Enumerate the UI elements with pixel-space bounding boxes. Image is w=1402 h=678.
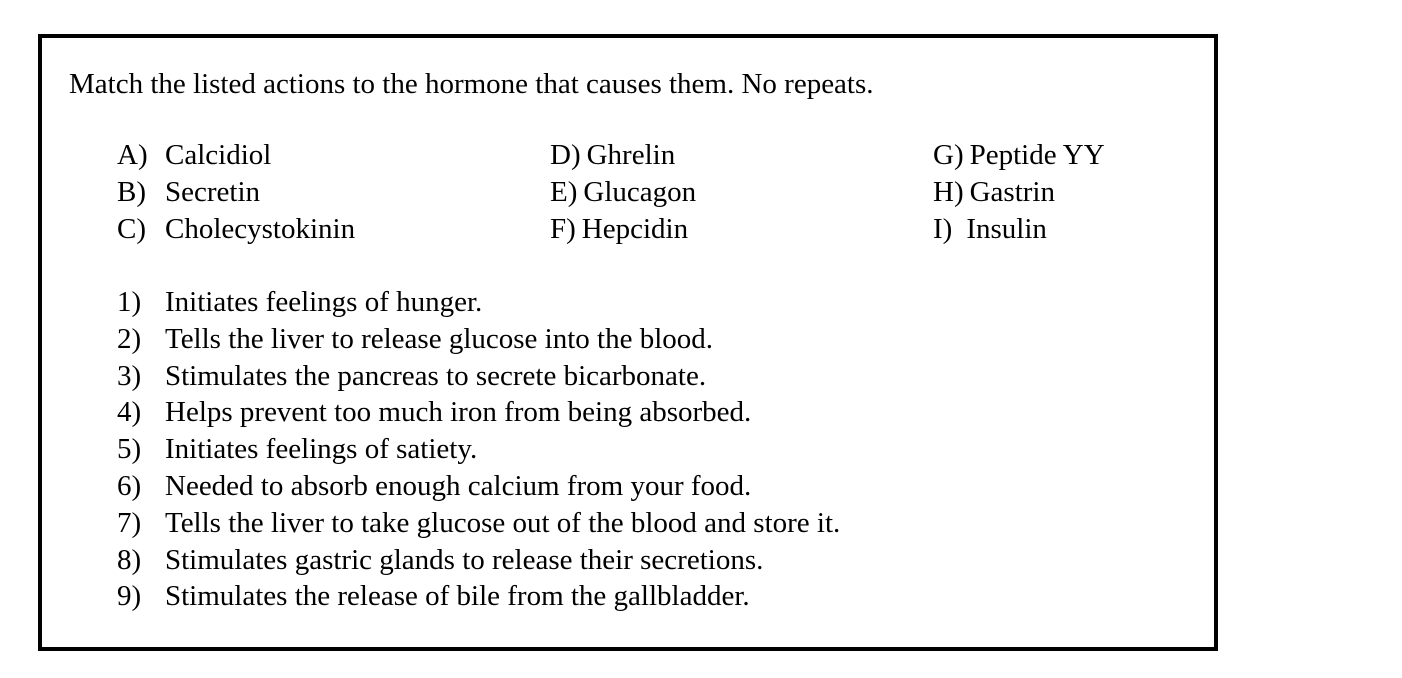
statement-text: Stimulates the pancreas to secrete bicarbonate. bbox=[165, 359, 707, 392]
option-name: Insulin bbox=[966, 213, 1047, 245]
option-name: Hepcidin bbox=[581, 213, 689, 245]
statement-text: Tells the liver to take glucose out of the blood and store it. bbox=[165, 506, 841, 539]
statement-item bbox=[117, 284, 840, 321]
statement-text: Initiates feelings of satiety. bbox=[165, 433, 478, 466]
statement-number: 2) bbox=[117, 322, 142, 355]
option-i bbox=[933, 211, 1105, 248]
statement-number: 3) bbox=[117, 359, 142, 392]
statement-text: Tells the liver to release glucose into the blood. bbox=[165, 322, 714, 355]
option-letter: A) bbox=[117, 139, 148, 171]
option-name: Peptide YY bbox=[969, 139, 1105, 171]
option-letter: G) bbox=[933, 139, 964, 171]
option-letter: C) bbox=[117, 213, 146, 245]
statement-number: 5) bbox=[117, 433, 142, 466]
option-c bbox=[117, 211, 355, 248]
option-letter: D) bbox=[550, 139, 581, 171]
question-frame bbox=[38, 34, 1218, 651]
statement-item bbox=[117, 358, 840, 395]
statement-text: Stimulates gastric glands to release their secretions. bbox=[165, 543, 764, 576]
options-column-1 bbox=[117, 137, 355, 248]
option-letter: I) bbox=[933, 213, 953, 245]
option-letter: F) bbox=[550, 213, 576, 245]
option-f bbox=[550, 211, 696, 248]
options-column-3 bbox=[933, 137, 1105, 248]
statement-text: Initiates feelings of hunger. bbox=[165, 286, 483, 318]
option-name: Cholecystokinin bbox=[165, 213, 356, 245]
option-e bbox=[550, 174, 696, 211]
statement-item bbox=[117, 578, 840, 615]
option-name: Calcidiol bbox=[165, 139, 272, 171]
statement-number: 4) bbox=[117, 396, 142, 429]
statement-number: 8) bbox=[117, 543, 142, 576]
statement-number: 6) bbox=[117, 469, 142, 502]
option-h bbox=[933, 174, 1105, 211]
statement-item bbox=[117, 321, 840, 358]
statement-number: 7) bbox=[117, 506, 142, 539]
statement-number: 9) bbox=[117, 580, 142, 613]
statement-text: Stimulates the release of bile from the gallbladder. bbox=[165, 580, 750, 613]
option-a bbox=[117, 137, 355, 174]
statement-item bbox=[117, 394, 840, 431]
option-name: Secretin bbox=[165, 176, 261, 208]
option-letter: E) bbox=[550, 176, 578, 208]
option-name: Glucagon bbox=[583, 176, 697, 208]
statement-item bbox=[117, 542, 840, 579]
option-letter: B) bbox=[117, 176, 146, 208]
statement-item bbox=[117, 468, 840, 505]
statement-text: Needed to absorb enough calcium from your food. bbox=[165, 469, 752, 502]
option-name: Gastrin bbox=[969, 176, 1055, 208]
options-column-2 bbox=[550, 137, 696, 248]
option-g bbox=[933, 137, 1105, 174]
option-letter: H) bbox=[933, 176, 964, 208]
option-name: Ghrelin bbox=[586, 139, 676, 171]
statement-item bbox=[117, 505, 840, 542]
option-d bbox=[550, 137, 696, 174]
question-prompt: Match the listed actions to the hormone that causes them. No repeats. bbox=[69, 68, 874, 100]
statement-list bbox=[117, 284, 840, 615]
statement-text: Helps prevent too much iron from being absorbed. bbox=[165, 396, 752, 429]
option-b bbox=[117, 174, 355, 211]
statement-item bbox=[117, 431, 840, 468]
statement-number: 1) bbox=[117, 286, 142, 318]
